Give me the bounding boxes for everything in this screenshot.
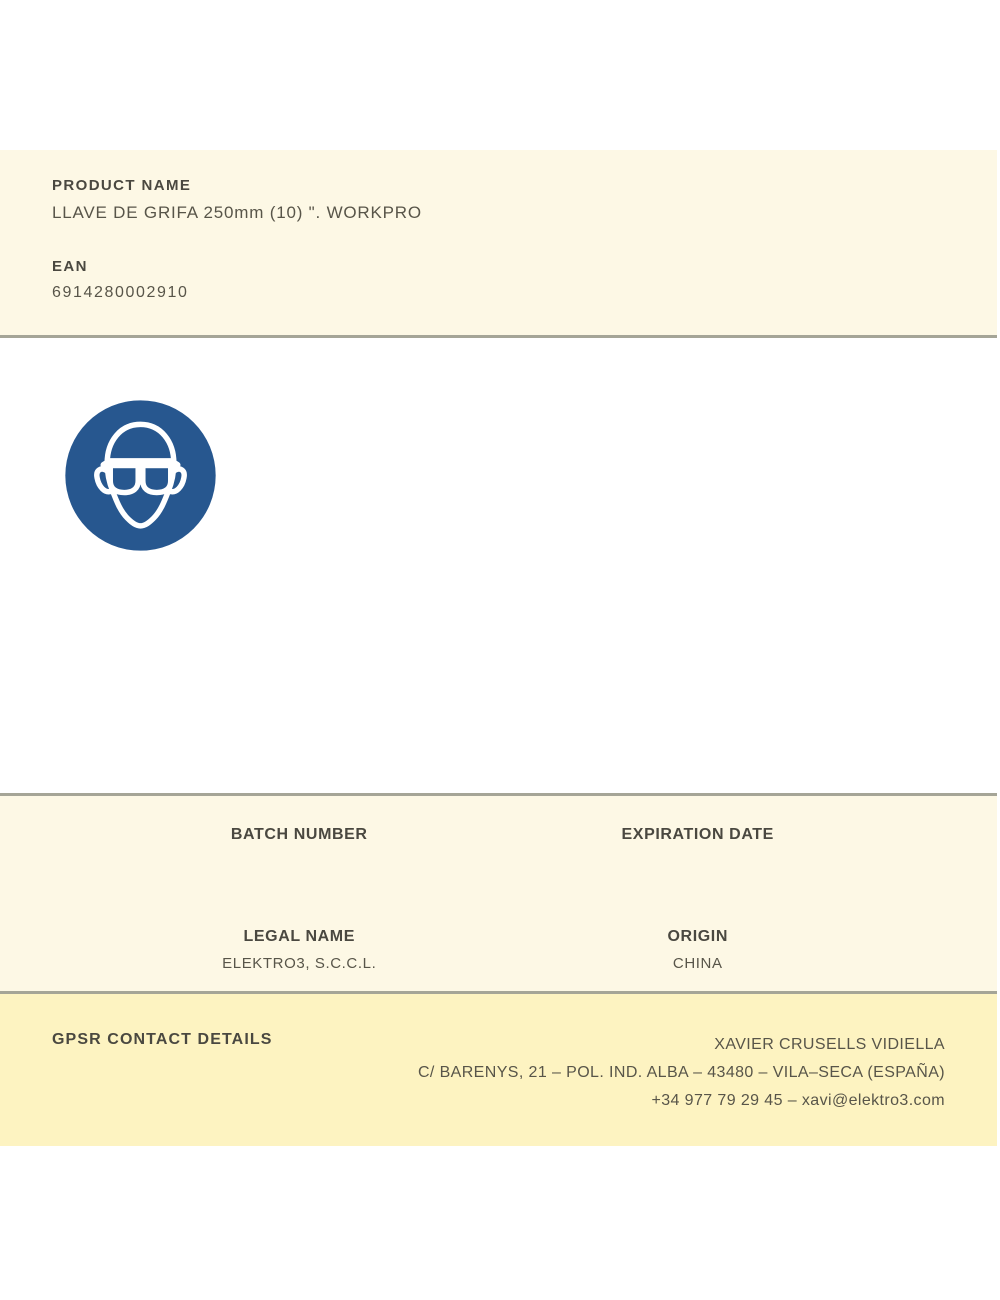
batch-number-field xyxy=(100,826,499,890)
product-name-label: PRODUCT NAME xyxy=(52,177,192,194)
expiration-date-label: EXPIRATION DATE xyxy=(621,826,774,843)
product-name-value: LLAVE DE GRIFA 250mm (10) ". WORKPRO xyxy=(52,203,422,222)
ean-field xyxy=(52,258,945,302)
gpsr-contact-phone-email: +34 977 79 29 45 – xavi@elektro3.com xyxy=(651,1092,945,1109)
wear-eye-protection-icon xyxy=(63,398,218,553)
product-name-field xyxy=(52,177,945,223)
details-section xyxy=(0,796,997,991)
wear-eye-protection-icon-svg xyxy=(63,398,218,553)
legal-name-field xyxy=(100,928,499,992)
gpsr-contact-address: C/ BARENYS, 21 – POL. IND. ALBA – 43480 – VILA–SECA (ESPAÑA) xyxy=(417,1064,945,1081)
safety-icon-section xyxy=(0,338,1000,793)
gpsr-contact-name: XAVIER CRUSELLS VIDIELLA xyxy=(714,1036,945,1053)
glasses-bridge xyxy=(138,472,143,473)
legal-name-value: ELEKTRO3, S.C.C.L. xyxy=(222,954,377,972)
legal-name-label: LEGAL NAME xyxy=(243,927,355,945)
product-info-section xyxy=(0,150,997,335)
ean-value: 6914280002910 xyxy=(52,284,189,301)
top-whitespace xyxy=(0,0,1000,150)
origin-value: CHINA xyxy=(672,954,723,972)
ean-label: EAN xyxy=(52,258,88,275)
batch-number-value xyxy=(100,853,499,875)
gpsr-contact-section xyxy=(0,994,997,1146)
batch-number-label: BATCH NUMBER xyxy=(230,826,368,843)
gpsr-contact-label: GPSR CONTACT DETAILS xyxy=(52,1031,273,1048)
expiration-date-value xyxy=(499,853,898,875)
origin-field xyxy=(499,928,898,992)
gpsr-contact-details xyxy=(418,1031,945,1115)
origin-label: ORIGIN xyxy=(667,927,728,945)
expiration-date-field xyxy=(499,826,898,890)
